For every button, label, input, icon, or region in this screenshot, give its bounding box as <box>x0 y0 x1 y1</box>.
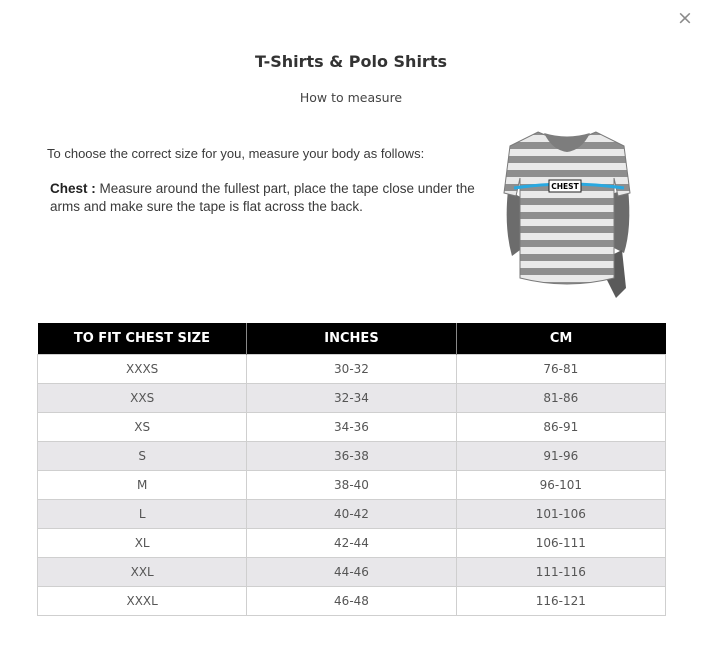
inches-cell: 38-40 <box>247 471 456 500</box>
size-cell: M <box>38 471 247 500</box>
chest-label: Chest : <box>50 181 96 196</box>
size-chart-table <box>37 323 666 616</box>
table-row <box>38 471 666 500</box>
cm-cell: 96-101 <box>456 471 665 500</box>
inches-cell: 32-34 <box>247 384 456 413</box>
chest-instruction <box>50 180 490 216</box>
cm-cell: 76-81 <box>456 355 665 384</box>
inches-cell: 30-32 <box>247 355 456 384</box>
cm-cell: 81-86 <box>456 384 665 413</box>
inches-cell: 40-42 <box>247 500 456 529</box>
cm-cell: 86-91 <box>456 413 665 442</box>
cm-cell: 111-116 <box>456 558 665 587</box>
column-header: INCHES <box>247 323 456 355</box>
size-cell: L <box>38 500 247 529</box>
table-row <box>38 442 666 471</box>
cm-cell: 91-96 <box>456 442 665 471</box>
size-cell: XXXL <box>38 587 247 616</box>
cm-cell: 106-111 <box>456 529 665 558</box>
inches-cell: 34-36 <box>247 413 456 442</box>
measure-intro: To choose the correct size for you, measure your body as follows: <box>47 146 425 161</box>
column-header: CM <box>456 323 665 355</box>
cm-cell: 101-106 <box>456 500 665 529</box>
dialog-title: T-Shirts & Polo Shirts <box>255 52 447 71</box>
close-icon[interactable]: × <box>677 7 693 29</box>
table-row <box>38 500 666 529</box>
column-header: TO FIT CHEST SIZE <box>38 323 247 355</box>
dialog-subtitle: How to measure <box>299 90 403 105</box>
table-header-row <box>38 323 666 355</box>
inches-cell: 46-48 <box>247 587 456 616</box>
striped-tshirt-illustration <box>500 128 635 303</box>
table-row <box>38 529 666 558</box>
size-cell: XS <box>38 413 247 442</box>
chest-text: Measure around the fullest part, place the tape close under the arms and make sure the tape is flat across the back. <box>50 181 475 214</box>
table-row <box>38 413 666 442</box>
inches-cell: 36-38 <box>247 442 456 471</box>
inches-cell: 44-46 <box>247 558 456 587</box>
size-cell: XXL <box>38 558 247 587</box>
size-cell: XL <box>38 529 247 558</box>
right-arm <box>612 188 629 253</box>
table-row <box>38 558 666 587</box>
inches-cell: 42-44 <box>247 529 456 558</box>
size-cell: S <box>38 442 247 471</box>
table-row <box>38 384 666 413</box>
chest-tag-label: CHEST <box>551 182 579 191</box>
size-cell: XXXS <box>38 355 247 384</box>
size-cell: XXS <box>38 384 247 413</box>
table-row <box>38 587 666 616</box>
table-row <box>38 355 666 384</box>
cm-cell: 116-121 <box>456 587 665 616</box>
